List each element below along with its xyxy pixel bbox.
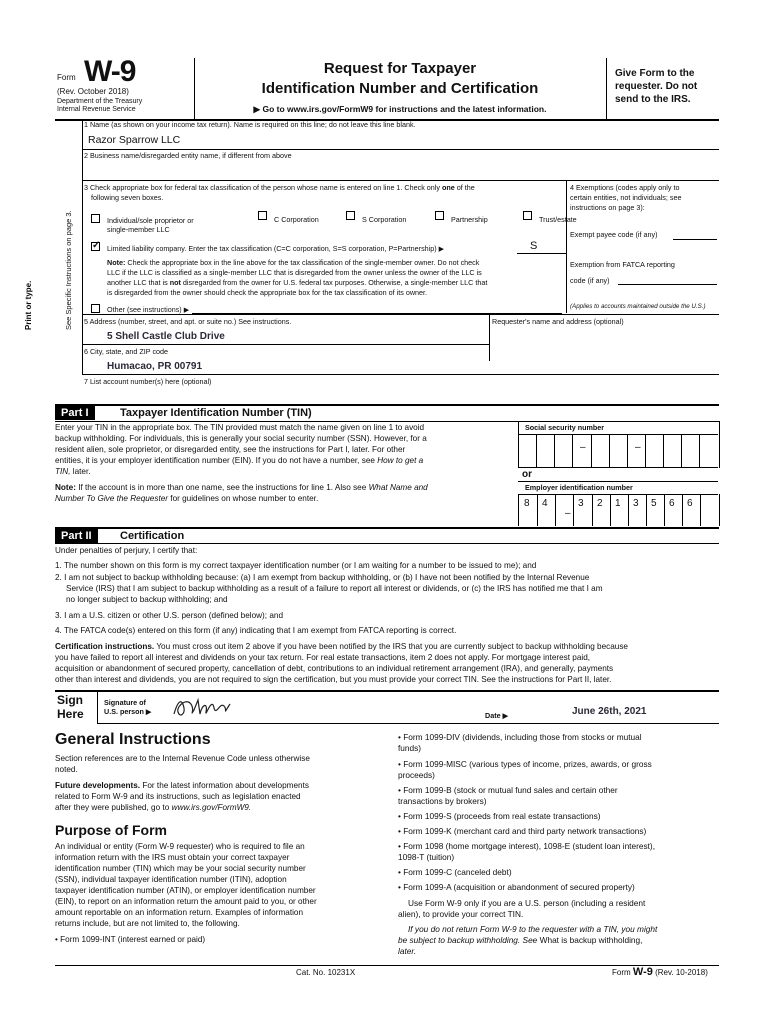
give-form-notice: Give Form to the requester. Do not send to the IRS.: [615, 68, 698, 105]
signature-label: Signature of U.S. person ▶: [104, 698, 152, 716]
ein-digit: 3: [578, 498, 584, 509]
ssn-dash-1: –: [580, 442, 586, 453]
bullet-1099-b-cont: transactions by brokers): [398, 796, 487, 806]
other-checkbox[interactable]: [91, 304, 100, 313]
business-name-field[interactable]: [88, 163, 708, 175]
applies-note: (Applies to accounts maintained outside the U.S.): [570, 303, 706, 310]
here-word: Here: [57, 707, 84, 721]
arrow-icon: ▶: [253, 104, 261, 114]
ein-digit: 2: [597, 498, 603, 509]
purpose-6: (EIN), to report on an information return the amount paid to you, or other: [55, 897, 317, 906]
account-numbers-field[interactable]: [84, 388, 704, 398]
irs-line: Internal Revenue Service: [57, 106, 136, 113]
llc-checkbox[interactable]: [91, 242, 100, 251]
line2-label: 2 Business name/disregarded entity name, if different from above: [84, 151, 292, 160]
trust-estate-label: Trust/estate: [539, 215, 577, 224]
part1-text-3: resident alien, sole proprietor, or disregarded entity, see the instructions for Part I, later. For other: [55, 445, 406, 454]
ein-digit: 6: [669, 498, 675, 509]
ssn-field[interactable]: [518, 434, 718, 467]
trust-estate-checkbox[interactable]: [523, 211, 532, 220]
form-code: W-9: [84, 55, 136, 88]
side-see-specific: See Specific Instructions on page 3.: [64, 210, 73, 330]
part1-text-5: TIN, later.: [55, 467, 91, 476]
llc-label: Limited liability company. Enter the tax classification (C=C corporation, S=S corporation, P=Partnership) ▶: [107, 244, 445, 253]
bullet-1099-s: • Form 1099-S (proceeds from real estate transactions): [398, 811, 601, 821]
form-title-2: Identification Number and Certification: [261, 80, 539, 97]
bullet-1099-b: • Form 1099-B (stock or mutual fund sales and certain other: [398, 785, 618, 795]
exemptions-label-1: 4 Exemptions (codes apply only to: [570, 183, 680, 192]
city-state-zip-field[interactable]: Humacao, PR 00791: [107, 361, 203, 372]
ein-digit: 6: [687, 498, 693, 509]
date-field[interactable]: June 26th, 2021: [572, 706, 647, 717]
line6-label: 6 City, state, and ZIP code: [84, 347, 169, 356]
general-instructions-heading: General Instructions: [55, 731, 211, 748]
s-corporation-checkbox[interactable]: [346, 211, 355, 220]
cert-instructions-2: you have failed to report all interest and dividends on your tax return. For real estate transactions, item 2 does not apply. For mortgage interest paid,: [55, 653, 591, 662]
line3-label: 3 Check appropriate box for federal tax classification of the person whose name is entered on line 1. Check only one of the: [84, 183, 475, 192]
exemptions-label-3: instructions on page 3):: [570, 203, 645, 212]
part1-note-1: Note: If the account is in more than one name, see the instructions for line 1. Also see What Name and: [55, 483, 428, 492]
side-instructions: [24, 160, 33, 330]
department-line: Department of the Treasury: [57, 98, 143, 105]
print-or-type: Print or type.: [24, 280, 33, 330]
sign-word: Sign: [57, 693, 83, 707]
footer-form-id: Form W-9 (Rev. 10-2018): [612, 966, 708, 978]
bullet-1099-div: • Form 1099-DIV (dividends, including those from stocks or mutual: [398, 732, 642, 742]
ssn-label: Social security number: [525, 423, 605, 432]
bullet-1099-c: • Form 1099-C (canceled debt): [398, 867, 512, 877]
bullet-1099-misc: • Form 1099-MISC (various types of income, prizes, awards, or gross: [398, 759, 652, 769]
us-person-2: alien), to provide your correct TIN.: [398, 909, 524, 919]
future-dev-1: Future developments. For the latest information about developments: [55, 781, 309, 790]
bullet-1098: • Form 1098 (home mortgage interest), 1098-E (student loan interest),: [398, 841, 656, 851]
cert-item-2-cont: Service (IRS) that I am subject to backup withholding as a result of a failure to report all interest or dividends, or (c) the IRS has notified me that I am: [66, 584, 603, 593]
purpose-4: (SSN), individual taxpayer identification number (ITIN), adoption: [55, 875, 287, 884]
part1-text-1: Enter your TIN in the appropriate box. The TIN provided must match the name given on line 1 to avoid: [55, 423, 425, 432]
purpose-8: returns include, but are not limited to, the following.: [55, 919, 240, 928]
backup-note-2: be subject to backup withholding. See What is backup withholding,: [398, 935, 643, 945]
exemptions-label-2: certain entities, not individuals; see: [570, 193, 682, 202]
llc-classification-field[interactable]: S: [530, 240, 538, 252]
purpose-3: identification number (TIN) which may be your social security number: [55, 864, 306, 873]
address-field[interactable]: 5 Shell Castle Club Drive: [107, 331, 225, 342]
bullet-1099-div-cont: funds): [398, 743, 422, 753]
part1-title: Taxpayer Identification Number (TIN): [120, 407, 312, 419]
line7-label: 7 List account number(s) here (optional): [84, 377, 212, 386]
ein-digit: 5: [651, 498, 657, 509]
goto-text: Go to www.irs.gov/FormW9 for instructions and the latest information.: [262, 104, 547, 114]
exempt-payee-label: Exempt payee code (if any): [570, 230, 658, 239]
future-dev-2: related to Form W-9 and its instructions, such as legislation enacted: [55, 792, 301, 801]
c-corporation-checkbox[interactable]: [258, 211, 267, 220]
cert-item-2: 2. I am not subject to backup withholding because: (a) I am exempt from backup withholding, or (b) I have not been notified by the Internal Revenue: [55, 573, 590, 582]
line3-label-cont: following seven boxes.: [91, 193, 164, 202]
llc-note-1: Note: Check the appropriate box in the line above for the tax classification of the single-member owner. Do not check: [107, 258, 480, 267]
ein-digit: 4: [542, 498, 548, 509]
purpose-7: amount reportable on an information return. Examples of information: [55, 908, 304, 917]
ein-digit: 8: [524, 498, 530, 509]
individual-label: Individual/sole proprietor or: [107, 216, 194, 225]
llc-note-3: another LLC that is not disregarded from the owner for U.S. federal tax purposes. Otherwise, a single-member LLC that: [107, 278, 488, 287]
fatca-code-field[interactable]: [618, 284, 717, 285]
signature-mark: [170, 692, 240, 722]
cert-item-3: 3. I am a U.S. citizen or other U.S. person (defined below); and: [55, 611, 283, 620]
part2-title: Certification: [120, 530, 185, 542]
revision-date: (Rev. October 2018): [57, 87, 129, 96]
exempt-payee-field[interactable]: [673, 239, 717, 240]
requester-label: Requester's name and address (optional): [492, 317, 624, 326]
backup-note-3: later.: [398, 946, 417, 956]
line1-label: 1 Name (as shown on your income tax return). Name is required on this line; do not leave this line blank.: [84, 120, 416, 129]
ein-digit: 3: [633, 498, 639, 509]
future-dev-3: after they were published, go to www.irs.gov/FormW9.: [55, 803, 252, 812]
gi-para-1: Section references are to the Internal Revenue Code unless otherwise: [55, 754, 310, 763]
part1-text-4: entities, it is your employer identification number (EIN). If you do not have a number, see How to get a: [55, 456, 424, 465]
ein-label: Employer identification number: [525, 483, 633, 492]
cert-item-1: 1. The number shown on this form is my correct taxpayer identification number (or I am waiting for a number to be issued to me); and: [55, 561, 537, 570]
cert-item-4: 4. The FATCA code(s) entered on this form (if any) indicating that I am exempt from FATCA reporting is correct.: [55, 626, 457, 635]
signature-field[interactable]: [170, 692, 480, 722]
catalog-number: Cat. No. 10231X: [296, 968, 356, 977]
other-label: Other (see instructions) ▶: [107, 305, 190, 314]
bullet-1098-cont: 1098-T (tuition): [398, 852, 455, 862]
ein-digit: 1: [615, 498, 621, 509]
cert-item-2-cont2: no longer subject to backup withholding; and: [66, 595, 228, 604]
name-field[interactable]: Razor Sparrow LLC: [88, 134, 181, 146]
llc-note-4: is disregarded from the owner should check the appropriate box for the tax classification of its owner.: [107, 288, 428, 297]
bullet-1099-k: • Form 1099-K (merchant card and third party network transactions): [398, 826, 647, 836]
purpose-heading: Purpose of Form: [55, 822, 168, 838]
us-person-1: Use Form W-9 only if you are a U.S. person (including a resident: [408, 898, 646, 908]
part1-label: Part I: [55, 406, 95, 420]
purpose-5: taxpayer identification number (ATIN), or employer identification number: [55, 886, 316, 895]
gi-para-1b: noted.: [55, 765, 78, 774]
fatca-label-1: Exemption from FATCA reporting: [570, 260, 675, 269]
or-label: or: [522, 469, 532, 480]
line5-label: 5 Address (number, street, and apt. or suite no.) See instructions.: [84, 317, 292, 326]
individual-label-2: single-member LLC: [107, 225, 170, 234]
cert-instructions-4: other than interest and dividends, you are not required to sign the certification, but you must provide your correct TIN. See the instructions for Part II, later.: [55, 675, 612, 684]
ssn-dash-2: –: [635, 442, 641, 453]
ein-dash: –: [565, 508, 571, 519]
backup-note-1: If you do not return Form W-9 to the requester with a TIN, you might: [408, 924, 658, 934]
purpose-1: An individual or entity (Form W-9 requester) who is required to file an: [55, 842, 305, 851]
form-title-1: Request for Taxpayer: [323, 60, 477, 77]
s-corporation-label: S Corporation: [362, 215, 407, 224]
date-label: Date ▶: [485, 711, 509, 720]
individual-checkbox[interactable]: [91, 214, 100, 223]
cert-intro: Under penalties of perjury, I certify that:: [55, 546, 198, 555]
ein-field[interactable]: [518, 494, 720, 526]
sign-here-label: [57, 693, 84, 721]
fatca-label-2: code (if any): [570, 276, 610, 285]
bullet-1099-int: • Form 1099-INT (interest earned or paid): [55, 935, 206, 944]
bullet-1099-a: • Form 1099-A (acquisition or abandonment of secured property): [398, 882, 635, 892]
part1-note-2: Number To Give the Requester for guidelines on whose number to enter.: [55, 494, 319, 503]
form-label: Form: [57, 73, 76, 82]
partnership-checkbox[interactable]: [435, 211, 444, 220]
part2-label: Part II: [55, 529, 98, 543]
goto-instructions: [194, 104, 606, 115]
purpose-2: information return with the IRS must obtain your correct taxpayer: [55, 853, 290, 862]
llc-note-2: LLC if the LLC is classified as a single-member LLC that is disregarded from the owner unless the owner of the LLC is: [107, 268, 482, 277]
cert-instructions-1: Certification instructions. You must cross out item 2 above if you have been notified by the IRS that you are currently subject to backup withholding because: [55, 642, 628, 651]
cert-instructions-3: acquisition or abandonment of secured property, cancellation of debt, contributions to an individual retirement arrangement (IRA), and generally, payments: [55, 664, 614, 673]
bullet-1099-misc-cont: proceeds): [398, 770, 435, 780]
partnership-label: Partnership: [451, 215, 488, 224]
part1-text-2: backup withholding. For individuals, this is generally your social security number (SSN). However, for a: [55, 434, 427, 443]
c-corporation-label: C Corporation: [274, 215, 319, 224]
